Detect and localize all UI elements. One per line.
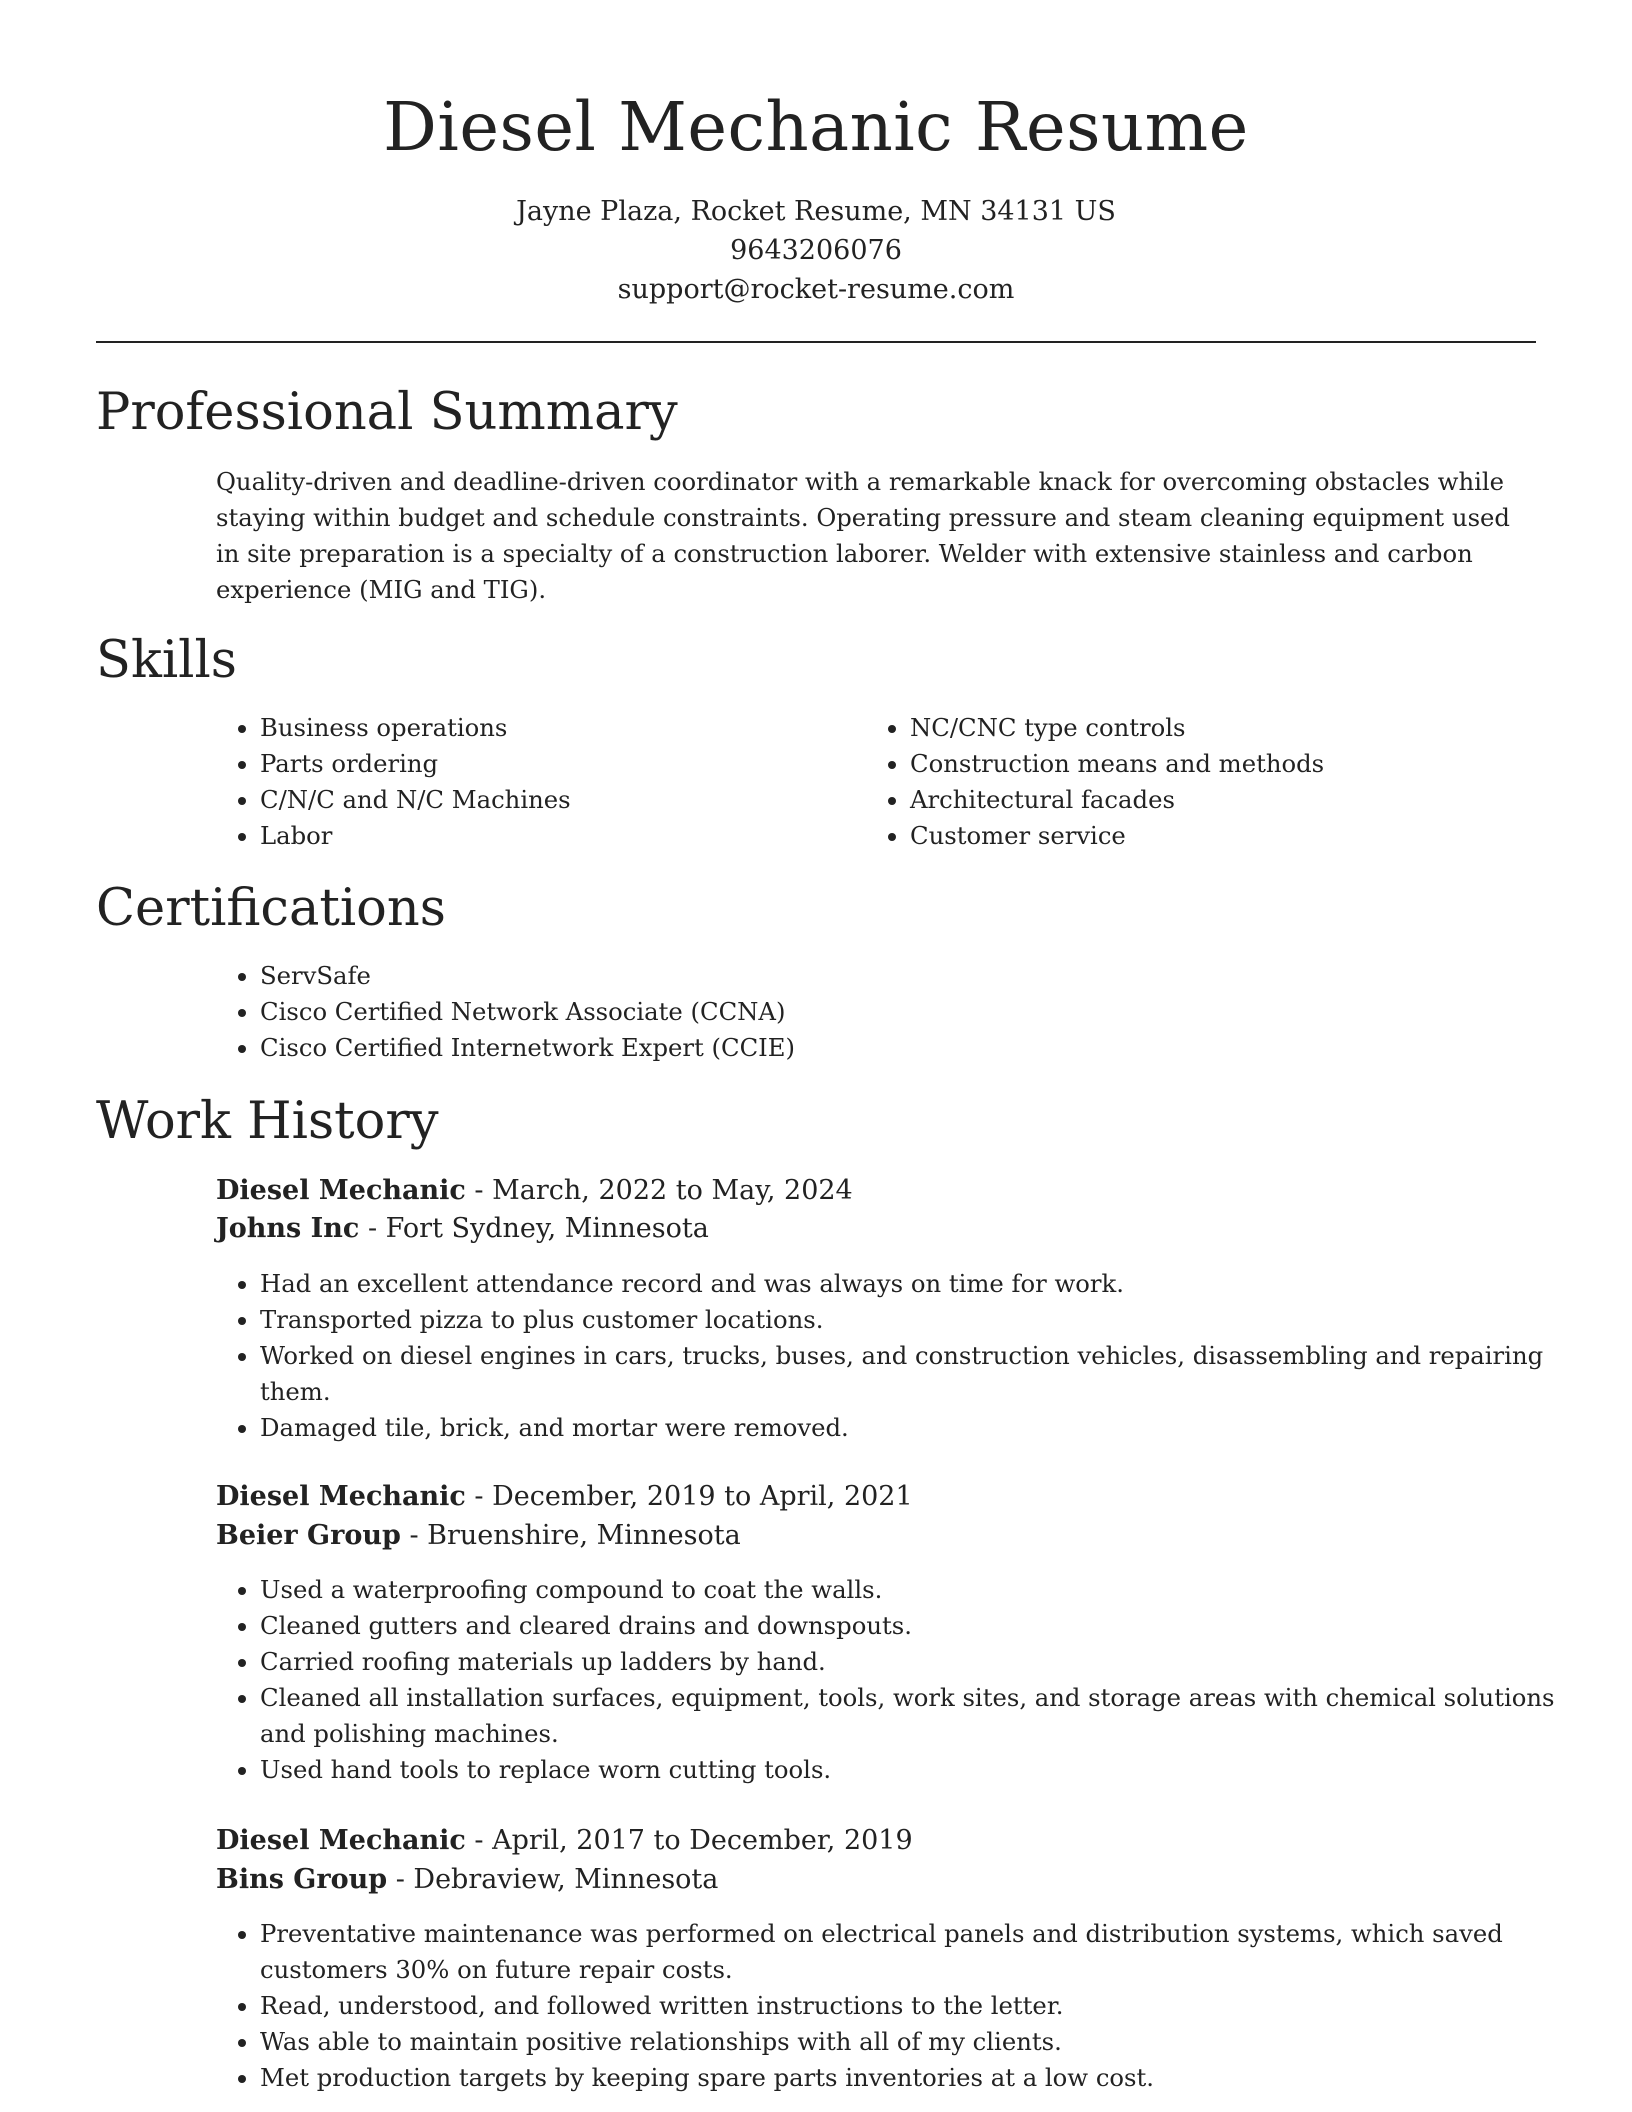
job-dates: March, 2022 to May, 2024 — [492, 1175, 853, 1206]
list-item: • Read, understood, and followed written instructions to the letter. — [260, 1988, 1560, 2024]
contact-email: support@rocket-resume.com — [617, 274, 1015, 305]
skills-list-left — [216, 710, 571, 854]
job-role: Diesel Mechanic — [216, 1481, 466, 1512]
job-dates: April, 2017 to December, 2019 — [492, 1825, 913, 1856]
resume-title: Diesel Mechanic Resume — [383, 88, 1249, 166]
job-role: Diesel Mechanic — [216, 1175, 466, 1206]
list-item: • Used a waterproofing compound to coat the walls. — [260, 1572, 1560, 1608]
list-item: • Construction means and methods — [910, 746, 1324, 782]
job-company-line: Bins Group - Debraview, Minnesota — [216, 1864, 719, 1895]
summary-heading: Professional Summary — [96, 383, 678, 442]
list-item: • Carried roofing materials up ladders by hand. — [260, 1644, 1560, 1680]
contact-info — [96, 192, 1536, 309]
list-item: • Transported pizza to plus customer locations. — [260, 1302, 1560, 1338]
job-title-line: Diesel Mechanic - April, 2017 to December, 2019 — [216, 1825, 913, 1856]
job-dates: December, 2019 to April, 2021 — [492, 1481, 913, 1512]
skills-heading: Skills — [96, 631, 237, 690]
list-item: • Preventative maintenance was performed on electrical panels and distribution systems, which saved customers 30% on future repair costs. — [260, 1916, 1560, 1988]
list-item: • Was able to maintain positive relationships with all of my clients. — [260, 2024, 1560, 2060]
list-item: • Customer service — [910, 818, 1324, 854]
list-item: • Damaged tile, brick, and mortar were removed. — [260, 1410, 1560, 1446]
list-item: • Parts ordering — [260, 746, 571, 782]
job-company-line: Beier Group - Bruenshire, Minnesota — [216, 1520, 741, 1551]
list-item: • Had an excellent attendance record and was always on time for work. — [260, 1266, 1560, 1302]
job-bullets — [216, 1916, 1560, 2096]
job-bullets — [216, 1572, 1560, 1788]
job-company: Bins Group — [216, 1864, 388, 1895]
job-location: Debraview, Minnesota — [413, 1864, 719, 1895]
list-item: • ServSafe — [260, 958, 795, 994]
job-bullets — [216, 1266, 1560, 1446]
skills-list-right — [866, 710, 1324, 854]
job-title-line: Diesel Mechanic - December, 2019 to April, 2021 — [216, 1481, 913, 1512]
list-item: • Met production targets by keeping spare parts inventories at a low cost. — [260, 2060, 1560, 2096]
list-item: • Cisco Certified Internetwork Expert (CCIE) — [260, 1030, 795, 1066]
job-role: Diesel Mechanic — [216, 1825, 466, 1856]
job-location: Bruenshire, Minnesota — [427, 1520, 741, 1551]
list-item: • Used hand tools to replace worn cutting tools. — [260, 1752, 1560, 1788]
list-item: • NC/CNC type controls — [910, 710, 1324, 746]
contact-address: Jayne Plaza, Rocket Resume, MN 34131 US — [516, 196, 1116, 227]
list-item: • Worked on diesel engines in cars, trucks, buses, and construction vehicles, disassembling and repairing them. — [260, 1338, 1560, 1410]
job-title-line: Diesel Mechanic - March, 2022 to May, 2024 — [216, 1175, 853, 1206]
job-company-line: Johns Inc - Fort Sydney, Minnesota — [216, 1213, 709, 1244]
list-item: • C/N/C and N/C Machines — [260, 782, 571, 818]
certifications-list — [216, 958, 795, 1066]
certifications-heading: Certifications — [96, 879, 446, 938]
list-item: • Cleaned all installation surfaces, equipment, tools, work sites, and storage areas with chemical solutions and polishing machines. — [260, 1680, 1560, 1752]
job-company: Johns Inc — [216, 1213, 360, 1244]
list-item: • Labor — [260, 818, 571, 854]
list-item: • Business operations — [260, 710, 571, 746]
summary-text: Quality-driven and deadline-driven coordinator with a remarkable knack for overcoming obstacles while staying within budget and schedule constraints. Operating pressure and steam cleaning equipment used in site preparation is a specialty of a construction laborer. Welder with extensive stainless and carbon experience (MIG and TIG). — [216, 467, 1510, 604]
list-item: • Architectural facades — [910, 782, 1324, 818]
job-company: Beier Group — [216, 1520, 401, 1551]
contact-phone: 9643206076 — [730, 235, 902, 266]
work-history-heading: Work History — [96, 1092, 439, 1151]
list-item: • Cisco Certified Network Associate (CCNA) — [260, 994, 795, 1030]
job-location: Fort Sydney, Minnesota — [385, 1213, 709, 1244]
header-divider — [96, 341, 1536, 343]
list-item: • Cleaned gutters and cleared drains and downspouts. — [260, 1608, 1560, 1644]
